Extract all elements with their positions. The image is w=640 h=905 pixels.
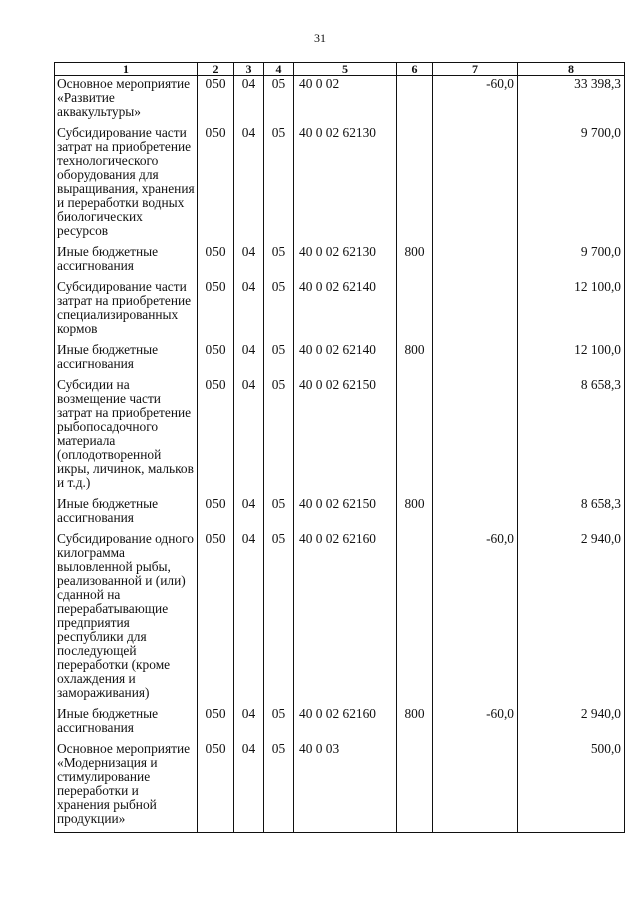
row-col-2: 050 xyxy=(198,706,234,741)
row-name: Субсидирование одного килограмма выловленной рыбы, реализованной и (или) сданной на перерабатывающие предприятия республики для последующей переработки (кроме охлаждения и замораживания) xyxy=(55,531,198,706)
row-col-6 xyxy=(397,741,433,833)
header-col-4: 4 xyxy=(264,63,294,76)
table-row xyxy=(55,531,625,706)
row-col-3: 04 xyxy=(234,244,264,279)
row-col-2: 050 xyxy=(198,76,234,126)
header-col-5: 5 xyxy=(294,63,397,76)
row-col-7 xyxy=(433,741,518,833)
table-row xyxy=(55,279,625,342)
row-col-7: -60,0 xyxy=(433,76,518,126)
row-col-2: 050 xyxy=(198,244,234,279)
row-col-5: 40 0 02 62150 xyxy=(294,496,397,531)
header-col-6: 6 xyxy=(397,63,433,76)
page-number: 31 xyxy=(314,31,326,45)
row-col-8: 2 940,0 xyxy=(518,706,625,741)
row-col-4: 05 xyxy=(264,342,294,377)
row-col-3: 04 xyxy=(234,741,264,833)
row-col-4: 05 xyxy=(264,377,294,496)
row-name: Субсидирование части затрат на приобретение специализированных кормов xyxy=(55,279,198,342)
row-col-8: 8 658,3 xyxy=(518,496,625,531)
row-col-4: 05 xyxy=(264,496,294,531)
row-col-4: 05 xyxy=(264,741,294,833)
row-name: Субсидии на возмещение части затрат на приобретение рыбопосадочного материала (оплодотворенной икры, личинок, мальков и т.д.) xyxy=(55,377,198,496)
row-col-6 xyxy=(397,76,433,126)
budget-table xyxy=(54,62,625,833)
row-col-4: 05 xyxy=(264,244,294,279)
table-row xyxy=(55,125,625,244)
row-col-2: 050 xyxy=(198,342,234,377)
row-col-5: 40 0 02 xyxy=(294,76,397,126)
row-col-7 xyxy=(433,279,518,342)
row-col-6: 800 xyxy=(397,496,433,531)
row-name: Иные бюджетные ассигнования xyxy=(55,342,198,377)
row-col-5: 40 0 02 62130 xyxy=(294,244,397,279)
row-col-8: 8 658,3 xyxy=(518,377,625,496)
row-name: Иные бюджетные ассигнования xyxy=(55,706,198,741)
row-col-3: 04 xyxy=(234,706,264,741)
row-col-7 xyxy=(433,377,518,496)
row-col-3: 04 xyxy=(234,125,264,244)
row-col-2: 050 xyxy=(198,279,234,342)
header-col-8: 8 xyxy=(518,63,625,76)
row-col-7 xyxy=(433,244,518,279)
row-col-8: 9 700,0 xyxy=(518,244,625,279)
row-name: Основное мероприятие «Модернизация и стимулирование переработки и хранения рыбной продукции» xyxy=(55,741,198,833)
row-col-2: 050 xyxy=(198,741,234,833)
row-col-2: 050 xyxy=(198,496,234,531)
row-col-8: 12 100,0 xyxy=(518,279,625,342)
row-col-3: 04 xyxy=(234,279,264,342)
table-row xyxy=(55,76,625,126)
table-row xyxy=(55,342,625,377)
row-col-7 xyxy=(433,342,518,377)
row-col-5: 40 0 02 62160 xyxy=(294,706,397,741)
row-col-3: 04 xyxy=(234,76,264,126)
row-col-8: 9 700,0 xyxy=(518,125,625,244)
row-name: Субсидирование части затрат на приобретение технологического оборудования для выращивания, хранения и переработки водных биологических ресурсов xyxy=(55,125,198,244)
row-col-4: 05 xyxy=(264,76,294,126)
row-col-3: 04 xyxy=(234,377,264,496)
row-col-3: 04 xyxy=(234,531,264,706)
row-col-4: 05 xyxy=(264,125,294,244)
row-col-5: 40 0 02 62160 xyxy=(294,531,397,706)
row-col-4: 05 xyxy=(264,706,294,741)
table-row xyxy=(55,741,625,833)
table-row xyxy=(55,377,625,496)
row-col-5: 40 0 02 62130 xyxy=(294,125,397,244)
row-col-7: -60,0 xyxy=(433,531,518,706)
row-col-6: 800 xyxy=(397,244,433,279)
row-name: Основное мероприятие «Развитие аквакультуры» xyxy=(55,76,198,126)
row-name: Иные бюджетные ассигнования xyxy=(55,496,198,531)
header-col-7: 7 xyxy=(433,63,518,76)
row-col-8: 500,0 xyxy=(518,741,625,833)
row-col-6: 800 xyxy=(397,342,433,377)
table-row xyxy=(55,244,625,279)
table-row xyxy=(55,496,625,531)
row-col-7: -60,0 xyxy=(433,706,518,741)
row-col-4: 05 xyxy=(264,531,294,706)
row-col-2: 050 xyxy=(198,125,234,244)
row-col-3: 04 xyxy=(234,496,264,531)
header-col-3: 3 xyxy=(234,63,264,76)
table-row xyxy=(55,706,625,741)
row-col-7 xyxy=(433,125,518,244)
row-col-6 xyxy=(397,531,433,706)
row-col-6 xyxy=(397,377,433,496)
row-name: Иные бюджетные ассигнования xyxy=(55,244,198,279)
row-col-5: 40 0 02 62140 xyxy=(294,279,397,342)
row-col-6: 800 xyxy=(397,706,433,741)
row-col-6 xyxy=(397,125,433,244)
row-col-6 xyxy=(397,279,433,342)
row-col-5: 40 0 03 xyxy=(294,741,397,833)
header-col-2: 2 xyxy=(198,63,234,76)
row-col-3: 04 xyxy=(234,342,264,377)
row-col-2: 050 xyxy=(198,377,234,496)
row-col-2: 050 xyxy=(198,531,234,706)
row-col-7 xyxy=(433,496,518,531)
row-col-5: 40 0 02 62150 xyxy=(294,377,397,496)
row-col-4: 05 xyxy=(264,279,294,342)
row-col-8: 33 398,3 xyxy=(518,76,625,126)
header-col-1: 1 xyxy=(55,63,198,76)
row-col-8: 2 940,0 xyxy=(518,531,625,706)
row-col-5: 40 0 02 62140 xyxy=(294,342,397,377)
row-col-8: 12 100,0 xyxy=(518,342,625,377)
header-row xyxy=(55,63,625,76)
